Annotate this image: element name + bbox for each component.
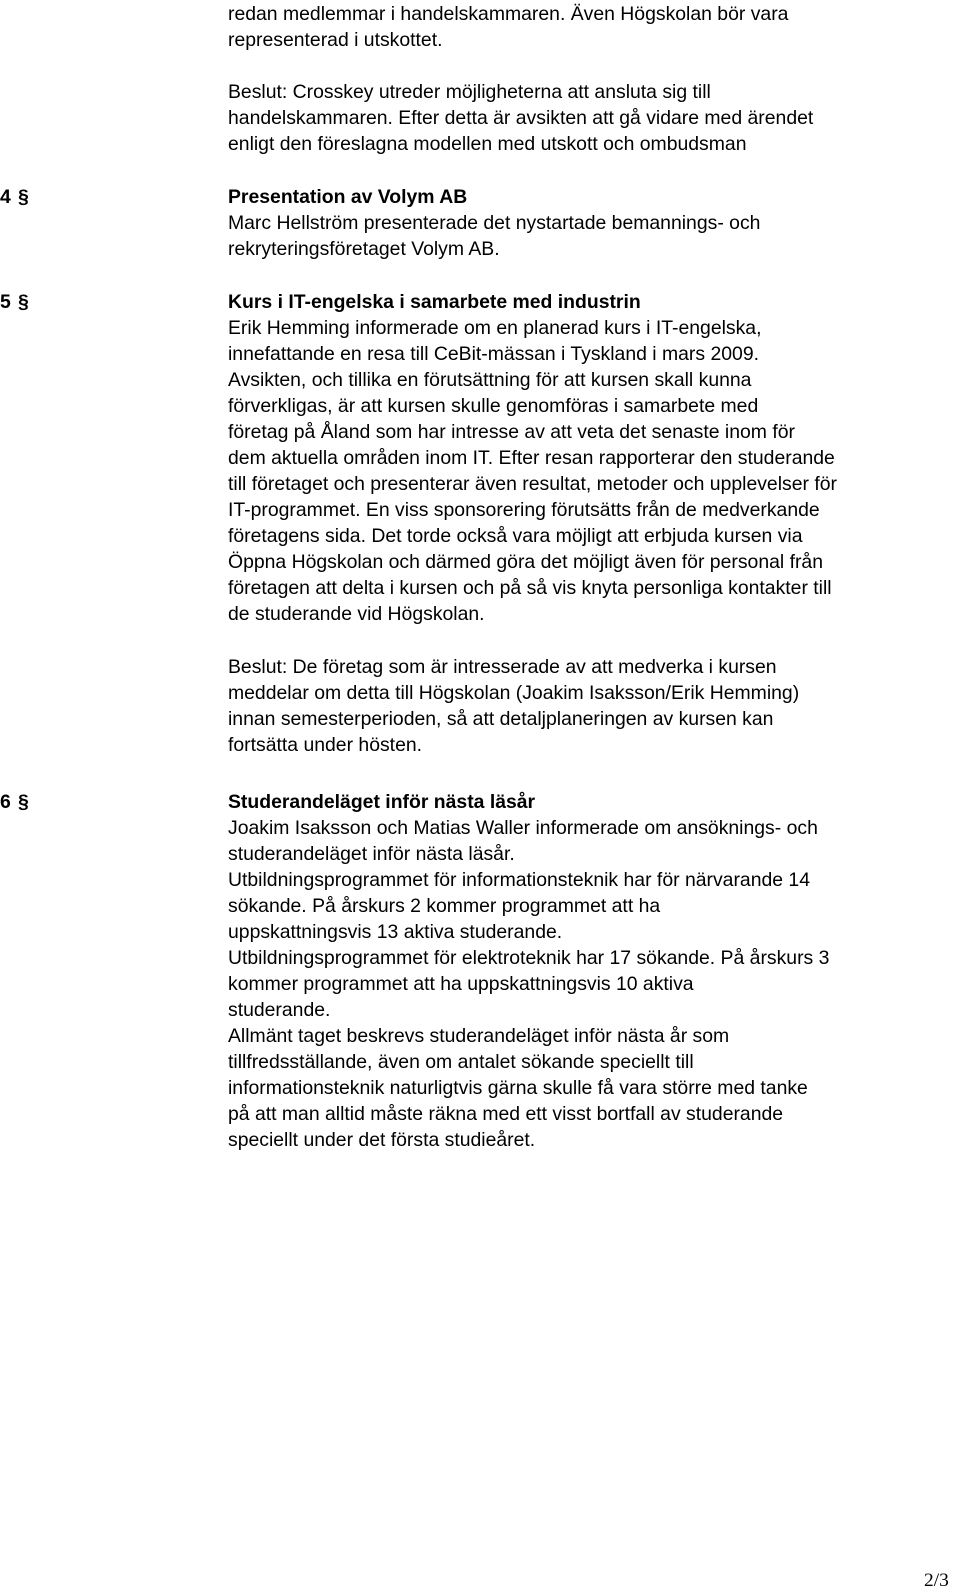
body-line: sökande. På årskurs 2 kommer programmet att ha xyxy=(228,895,661,917)
section-number: 5 xyxy=(0,291,11,313)
body-line: kommer programmet att ha uppskattningsvis 10 aktiva xyxy=(228,973,694,995)
decision-line: innan semesterperioden, så att detaljplaneringen av kursen kan xyxy=(228,708,774,730)
body-line: Öppna Högskolan och därmed göra det möjligt även för personal från xyxy=(228,551,823,573)
body-line: studerandeläget inför nästa läsår. xyxy=(228,843,515,865)
body-line: Avsikten, och tillika en förutsättning för att kursen skall kunna xyxy=(228,369,752,391)
body-line: företagen att delta i kursen och på så vis knyta personliga kontakter till xyxy=(228,577,832,599)
section-title: Presentation av Volym AB xyxy=(228,186,468,208)
body-line: företagens sida. Det torde också vara möjligt att erbjuda kursen via xyxy=(228,525,803,547)
section-symbol: § xyxy=(18,186,29,208)
intro-decision-line: enligt den föreslagna modellen med utskott och ombudsman xyxy=(228,133,747,155)
body-line: IT-programmet. En viss sponsorering förutsätts från de medverkande xyxy=(228,499,820,521)
intro-line: representerad i utskottet. xyxy=(228,29,443,51)
body-line: innefattande en resa till CeBit-mässan i Tyskland i mars 2009. xyxy=(228,343,759,365)
body-line: Erik Hemming informerade om en planerad kurs i IT-engelska, xyxy=(228,317,762,339)
page-number: 2/3 xyxy=(924,1570,949,1591)
body-line: Utbildningsprogrammet för informationsteknik har för närvarande 14 xyxy=(228,869,811,891)
body-line: informationsteknik naturligtvis gärna skulle få vara större med tanke xyxy=(228,1077,808,1099)
body-line: förverkligas, är att kursen skulle genomföras i samarbete med xyxy=(228,395,759,417)
body-line: dem aktuella områden inom IT. Efter resan rapporterar den studerande xyxy=(228,447,835,469)
body-line: företag på Åland som har intresse av att veta det senaste inom för xyxy=(228,421,795,443)
section-symbol: § xyxy=(18,291,29,313)
body-line: till företaget och presenterar även resultat, metoder och upplevelser för xyxy=(228,473,837,495)
body-line: studerande. xyxy=(228,999,331,1021)
body-line: speciellt under det första studieåret. xyxy=(228,1129,536,1151)
intro-decision-line: handelskammaren. Efter detta är avsikten att gå vidare med ärendet xyxy=(228,107,814,129)
section-number: 6 xyxy=(0,791,11,813)
decision-line: meddelar om detta till Högskolan (Joakim Isaksson/Erik Hemming) xyxy=(228,682,800,704)
body-line: Marc Hellström presenterade det nystartade bemannings- och xyxy=(228,212,761,234)
section-title: Kurs i IT-engelska i samarbete med industrin xyxy=(228,291,641,313)
intro-line: redan medlemmar i handelskammaren. Även Högskolan bör vara xyxy=(228,3,789,25)
body-line: tillfredsställande, även om antalet sökande speciellt till xyxy=(228,1051,694,1073)
body-line: de studerande vid Högskolan. xyxy=(228,603,485,625)
body-line: på att man alltid måste räkna med ett visst bortfall av studerande xyxy=(228,1103,784,1125)
decision-line: fortsätta under hösten. xyxy=(228,734,423,756)
body-line: rekryteringsföretaget Volym AB. xyxy=(228,238,500,260)
body-line: uppskattningsvis 13 aktiva studerande. xyxy=(228,921,563,943)
decision-line: Beslut: De företag som är intresserade av att medverka i kursen xyxy=(228,656,777,678)
intro-decision-line: Beslut: Crosskey utreder möjligheterna att ansluta sig till xyxy=(228,81,711,103)
body-line: Joakim Isaksson och Matias Waller informerade om ansöknings- och xyxy=(228,817,818,839)
section-title: Studerandeläget inför nästa läsår xyxy=(228,791,536,813)
section-symbol: § xyxy=(18,791,29,813)
body-line: Utbildningsprogrammet för elektroteknik har 17 sökande. På årskurs 3 xyxy=(228,947,830,969)
body-line: Allmänt taget beskrevs studerandeläget inför nästa år som xyxy=(228,1025,730,1047)
section-number: 4 xyxy=(0,186,11,208)
